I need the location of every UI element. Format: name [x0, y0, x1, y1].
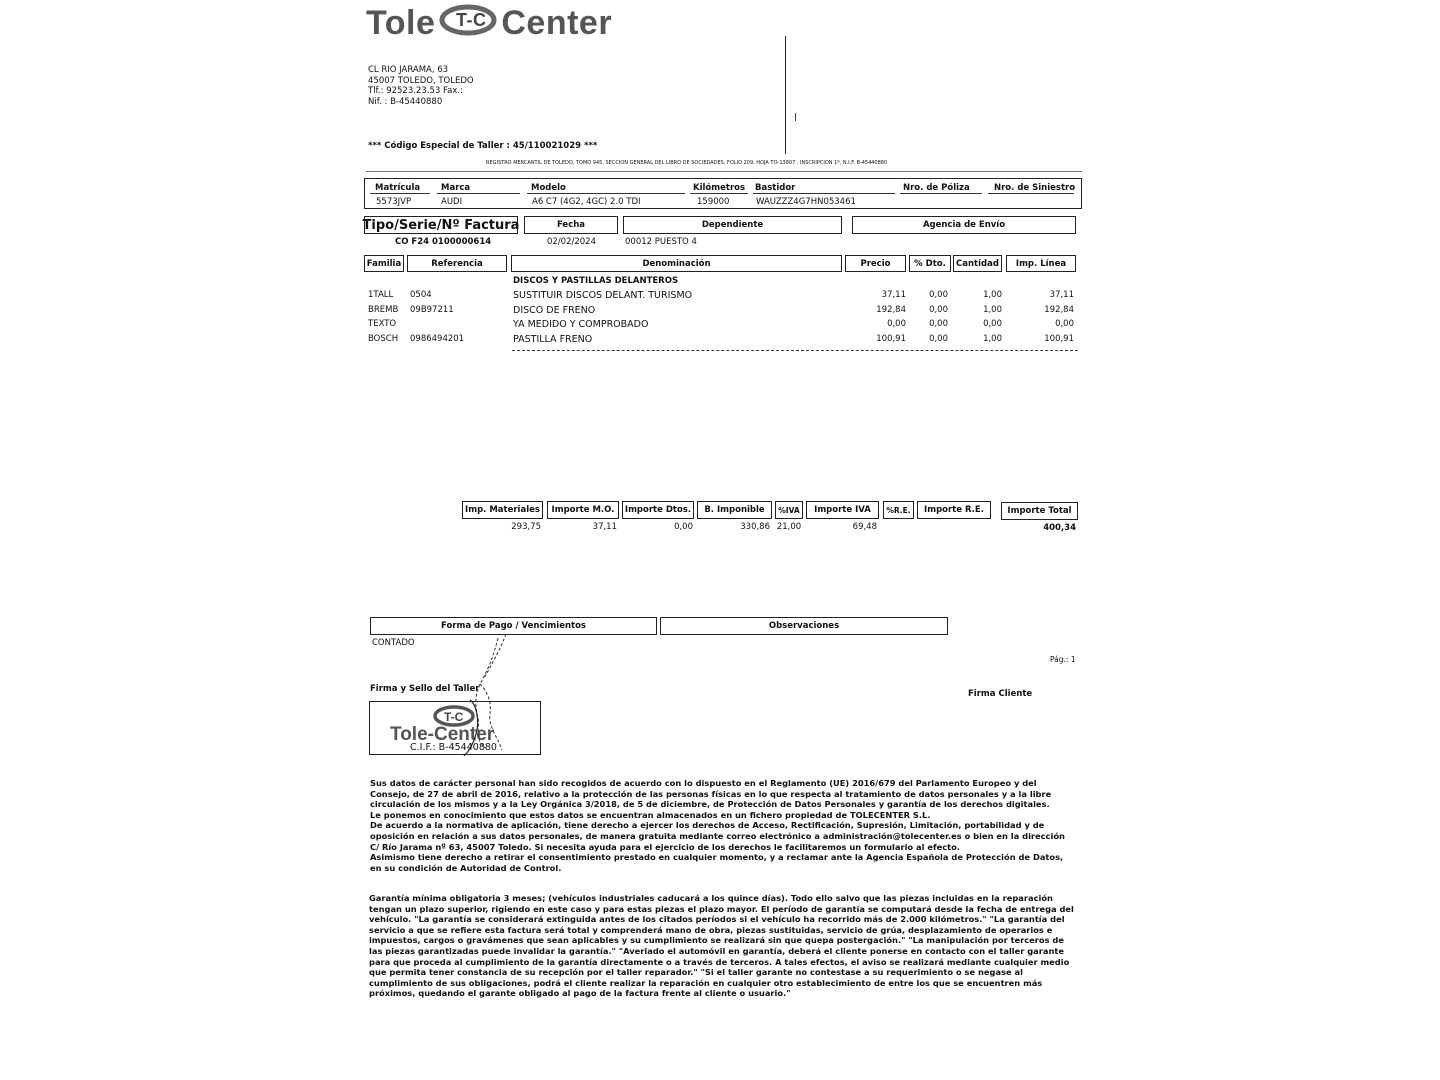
label-importe-total: Importe Total: [1001, 502, 1078, 520]
col-referencia: Referencia: [407, 255, 507, 272]
workshop-code: *** Código Especial de Taller : 45/110021029 ***: [368, 141, 598, 151]
cell-referencia: 0504: [410, 290, 432, 300]
firma-cliente-label: Firma Cliente: [968, 689, 1033, 699]
cell-familia: 1TALL: [368, 290, 394, 300]
cell-precio: 192,84: [876, 304, 906, 315]
label-importe-iva: Importe IVA: [806, 501, 879, 519]
cell-denominacion: DISCO DE FRENO: [513, 304, 596, 316]
value-matricula: 5573JVP: [376, 197, 412, 207]
legal-paragraph: Asimismo tiene derecho a retirar el consentimiento prestado en cualquier momento, y a reclamar ante la Agencia Española de Protección de Datos, en su condición de Autoridad de Control.: [370, 852, 1064, 873]
label-agencia-envio: Agencia de Envío: [852, 216, 1076, 234]
address-line: CL RIO JARAMA, 63: [368, 65, 449, 75]
cell-cantidad: 1,00: [983, 333, 1002, 344]
value-base-imponible: 330,86: [740, 522, 770, 532]
label-siniestro: Nro. de Siniestro: [994, 183, 1076, 193]
label-base-imponible: B. Imponible: [697, 501, 772, 519]
cell-dto: 0,00: [929, 290, 948, 300]
label-iva-pct: %IVA: [775, 501, 803, 519]
label-fecha: Fecha: [524, 216, 618, 234]
cell-importe: 37,11: [1049, 290, 1074, 300]
logo-mark-text: T-C: [456, 10, 487, 30]
cell-cantidad: 1,00: [983, 290, 1002, 300]
legal-paragraph: Le ponemos en conocimiento que estos datos se encuentran almacenados en un fichero propiedad de TOLECENTER S.L.: [370, 809, 931, 820]
cell-precio: 37,11: [881, 290, 906, 300]
section-title: DISCOS Y PASTILLAS DELANTEROS: [513, 276, 679, 286]
cell-dto: 0,00: [929, 319, 948, 329]
firma-taller-label: Firma y Sello del Taller: [370, 684, 480, 694]
cell-dto: 0,00: [929, 333, 948, 344]
cell-cantidad: 1,00: [983, 304, 1002, 315]
value-bastidor: WAUZZZ4G7HN053461: [756, 197, 856, 207]
col-importe-linea: Imp. Línea: [1006, 255, 1076, 272]
cell-referencia: 0986494201: [410, 333, 465, 344]
label-importe-dtos: Importe Dtos.: [622, 501, 694, 519]
company-logo: [366, 2, 612, 43]
label-dependiente: Dependiente: [623, 216, 842, 234]
label-km: Kilómetros: [693, 183, 746, 193]
cell-denominacion: PASTILLA FRENO: [513, 333, 593, 345]
col-cantidad: Cantidad: [953, 255, 1002, 272]
invoice-dependiente: 00012 PUESTO 4: [625, 237, 697, 247]
label-matricula: Matrícula: [375, 183, 421, 193]
label-imp-materiales: Imp. Materiales: [462, 501, 543, 519]
vehicle-rule: [753, 193, 895, 194]
label-importe-re: Importe R.E.: [917, 501, 991, 519]
cell-dto: 0,00: [929, 304, 948, 315]
handwritten-signature-icon: [440, 630, 530, 760]
vehicle-rule: [900, 193, 982, 194]
value-importe-mo: 37,11: [592, 522, 617, 532]
label-marca: Marca: [441, 183, 471, 193]
table-row: [368, 334, 1076, 349]
registry-rule: [366, 171, 1082, 172]
items-end-rule: [512, 350, 1078, 351]
vehicle-rule: [690, 193, 748, 194]
address-line: 45007 TOLEDO, TOLEDO: [368, 75, 474, 86]
cell-familia: BOSCH: [368, 333, 399, 344]
vehicle-rule: [527, 193, 685, 194]
cell-importe: 100,91: [1044, 333, 1074, 344]
table-row: [368, 305, 1076, 320]
value-modelo: A6 C7 (4G2, 4GC) 2.0 TDI: [532, 197, 641, 207]
label-bastidor: Bastidor: [755, 183, 796, 193]
value-marca: AUDI: [441, 197, 463, 207]
logo-mark-icon: [439, 2, 497, 38]
table-row: [368, 319, 1076, 334]
forma-pago-value: CONTADO: [372, 638, 415, 648]
cell-denominacion: SUSTITUIR DISCOS DELANT. TURISMO: [513, 290, 693, 301]
stamp-mark-text: T-C: [444, 710, 464, 724]
label-observaciones: Observaciones: [660, 617, 948, 635]
stamp-cif: C.I.F.: B-45440880: [410, 742, 497, 753]
value-imp-materiales: 293,75: [511, 522, 541, 532]
value-km: 159000: [697, 197, 730, 207]
logo-text-right: Center: [501, 4, 613, 42]
legal-paragraph: Sus datos de carácter personal han sido recogidos de acuerdo con lo dispuesto en el Reglamento (UE) 2016/679 del Parlamento Europeo y del Consejo, de 27 de abril de 2016, relativo a la protección de las personas físicas en lo que respecta al tratamiento de datos personales y a la libre circulación de los mismos y a la Ley Orgánica 3/2018, de 5 de diciembre, de Protección de Datos Personales y garantía de los derechos digitales.: [370, 778, 1052, 810]
address-line: Tlf.: 92523.23.53 Fax.:: [368, 86, 463, 96]
cell-importe: 192,84: [1044, 304, 1074, 315]
label-poliza: Nro. de Póliza: [903, 183, 970, 193]
value-iva-pct: 21,00: [776, 522, 802, 532]
warranty-notice: Garantía mínima obligatoria 3 meses; (vehículos industriales caducará a los quince días). Todo ello salvo que las piezas incluidas en la reparación tengan un plazo superior, rigiendo en este caso y para estas piezas el plazo mayor. El período de garantía se computará desde la fecha de entrega del vehículo. "La garantía se considerará extinguida antes de los citados períodos si el vehículo ha recorrido más de 2.000 kilómetros." "La garantía del servicio a que se refiere esta factura será total y comprenderá mano de obra, piezas sustituidas, servicio de grúa, desplazamiento de operarios e impuestos, cargos o gravámenes que sean aplicables y su cumplimiento se realizará sin que quepa postergación." "La manipulación por terceros de las piezas garantizadas puede invalidar la garantía." "Averiado el automóvil en garantía, deberá el cliente ponerse en contacto con el taller garante para que proceda al cumplimiento de la garantía directamente o a través de terceros. A tales efectos, el aviso se realizará mediante cualquier medio que permita tener constancia de su recepción por el taller reparador." "Si el taller garante no contestase a su requerimiento o se negase al cumplimiento de sus obligaciones, podrá el cliente realizar la reparación en cualquier otro establecimiento de entre los que se encuentren más próximos, quedando el garante obligado al pago de la factura frente al cliente o usuario.": [369, 893, 1074, 999]
label-forma-pago: Forma de Pago / Vencimientos: [370, 617, 657, 635]
vehicle-rule: [988, 193, 1074, 194]
value-importe-total: 400,34: [1043, 523, 1076, 533]
cell-familia: BREMB: [368, 304, 399, 315]
logo-text-left: Tole: [366, 4, 436, 42]
label-modelo: Modelo: [531, 183, 566, 193]
page-number: Pág.: 1: [1050, 655, 1076, 664]
company-address: [368, 65, 474, 107]
stamp-name: Tole-Center: [390, 724, 495, 745]
cell-denominacion: YA MEDIDO Y COMPROBADO: [513, 319, 649, 330]
cell-cantidad: 0,00: [983, 319, 1002, 329]
header-tick: [795, 113, 796, 121]
cell-familia: TEXTO: [368, 319, 397, 329]
col-dto: % Dto.: [909, 255, 951, 272]
vehicle-rule: [370, 193, 430, 194]
cell-precio: 0,00: [887, 319, 906, 329]
legal-paragraph: De acuerdo a la normativa de aplicación, tiene derecho a ejercer los derechos de Acceso, Rectificación, Supresión, Limitación, portabilidad y de oposición en relación a sus datos personales, de manera gratuita mediante correo electrónico a administración@tolecenter.es o bien en la dirección C/ Río Jarama nº 63, 45007 Toledo. Si necesita ayuda para el ejercicio de los derechos le facilitaremos un formulario al efecto.: [370, 820, 1065, 852]
invoice-date: 02/02/2024: [547, 237, 596, 247]
privacy-notice: [370, 778, 1073, 873]
col-denominacion: Denominación: [511, 255, 842, 272]
label-re-pct: %R.E.: [883, 501, 914, 519]
cell-importe: 0,00: [1055, 319, 1074, 329]
value-importe-iva: 69,48: [852, 522, 877, 532]
registry-info: REGISTRO MERCANTIL DE TOLEDO, TOMO 945, SECCION GENERAL DEL LIBRO DE SOCIEDADES, FOLIO 209, HOJA TO-13807 , INSCRIPCION 1º, N.I.F. B-45440880: [486, 160, 888, 166]
value-importe-dtos: 0,00: [674, 522, 693, 532]
line-items: [368, 290, 1076, 348]
vehicle-rule: [437, 193, 520, 194]
label-tipo-serie-factura: Tipo/Serie/Nº Factura: [362, 217, 520, 233]
address-line: Nif. : B-45440880: [368, 96, 443, 107]
col-precio: Precio: [845, 255, 906, 272]
cell-precio: 100,91: [876, 333, 906, 344]
header-divider: [785, 36, 786, 154]
col-familia: Familia: [364, 255, 404, 272]
cell-referencia: 09B97211: [410, 304, 454, 315]
label-importe-mo: Importe M.O.: [547, 501, 619, 519]
table-row: [368, 290, 1076, 305]
invoice-number: CO F24 0100000614: [395, 237, 492, 247]
